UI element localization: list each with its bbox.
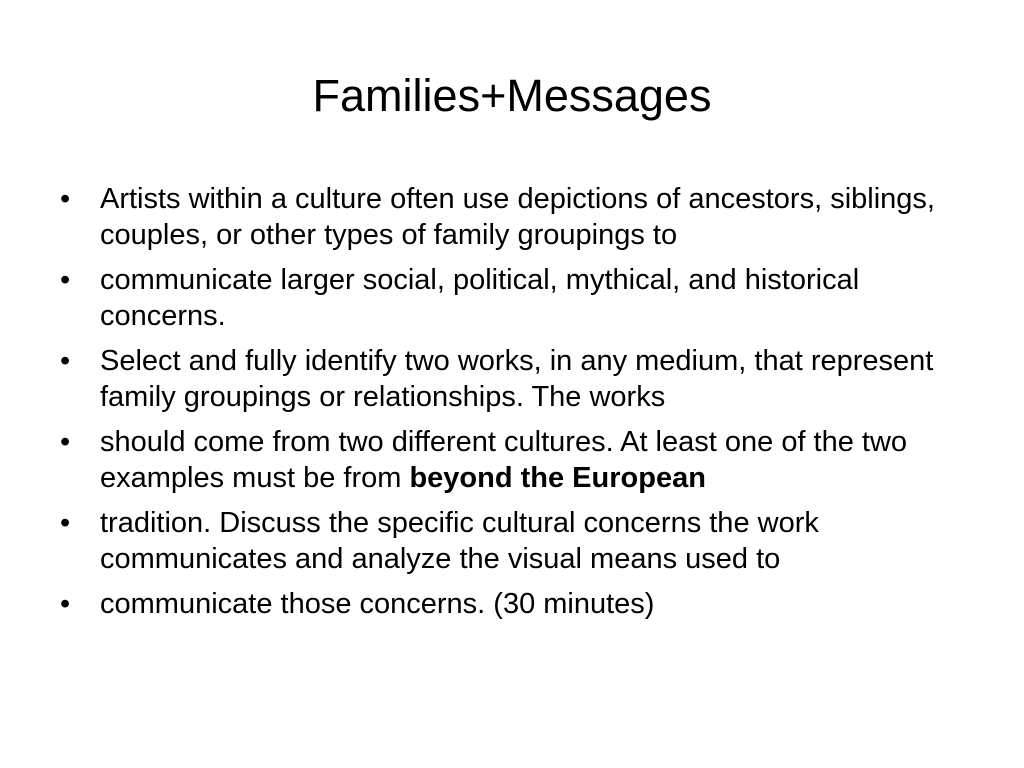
bullet-item <box>58 424 978 496</box>
bullet-item <box>58 586 978 622</box>
bullet-text: communicate those concerns. (30 minutes) <box>100 588 655 620</box>
bullet-icon: • <box>60 507 71 539</box>
bullet-item <box>58 181 978 253</box>
bullet-icon: • <box>60 183 71 215</box>
bullet-icon: • <box>60 264 71 296</box>
bullet-text: Artists within a culture often use depictions of ancestors, siblings, couples, or other types of family groupings to <box>100 183 935 251</box>
bullet-item <box>58 343 978 415</box>
bullet-item <box>58 505 978 577</box>
bullet-icon: • <box>60 588 71 620</box>
bullet-icon: • <box>60 345 71 377</box>
slide-title: Families+Messages <box>312 70 712 121</box>
bold-emphasis-text: beyond the European <box>409 462 706 494</box>
bullet-text: communicate larger social, political, mythical, and historical concerns. <box>100 264 860 332</box>
bullet-item <box>58 262 978 334</box>
bullet-text: should come from two different cultures. At least one of the two examples must be from <box>100 426 908 494</box>
bullet-list <box>58 181 978 631</box>
bullet-text: tradition. Discuss the specific cultural concerns the work communicates and analyze the visual means used to <box>100 507 819 575</box>
bullet-text: Select and fully identify two works, in any medium, that represent family groupings or relationships. The works <box>100 345 934 413</box>
bullet-icon: • <box>60 426 71 458</box>
